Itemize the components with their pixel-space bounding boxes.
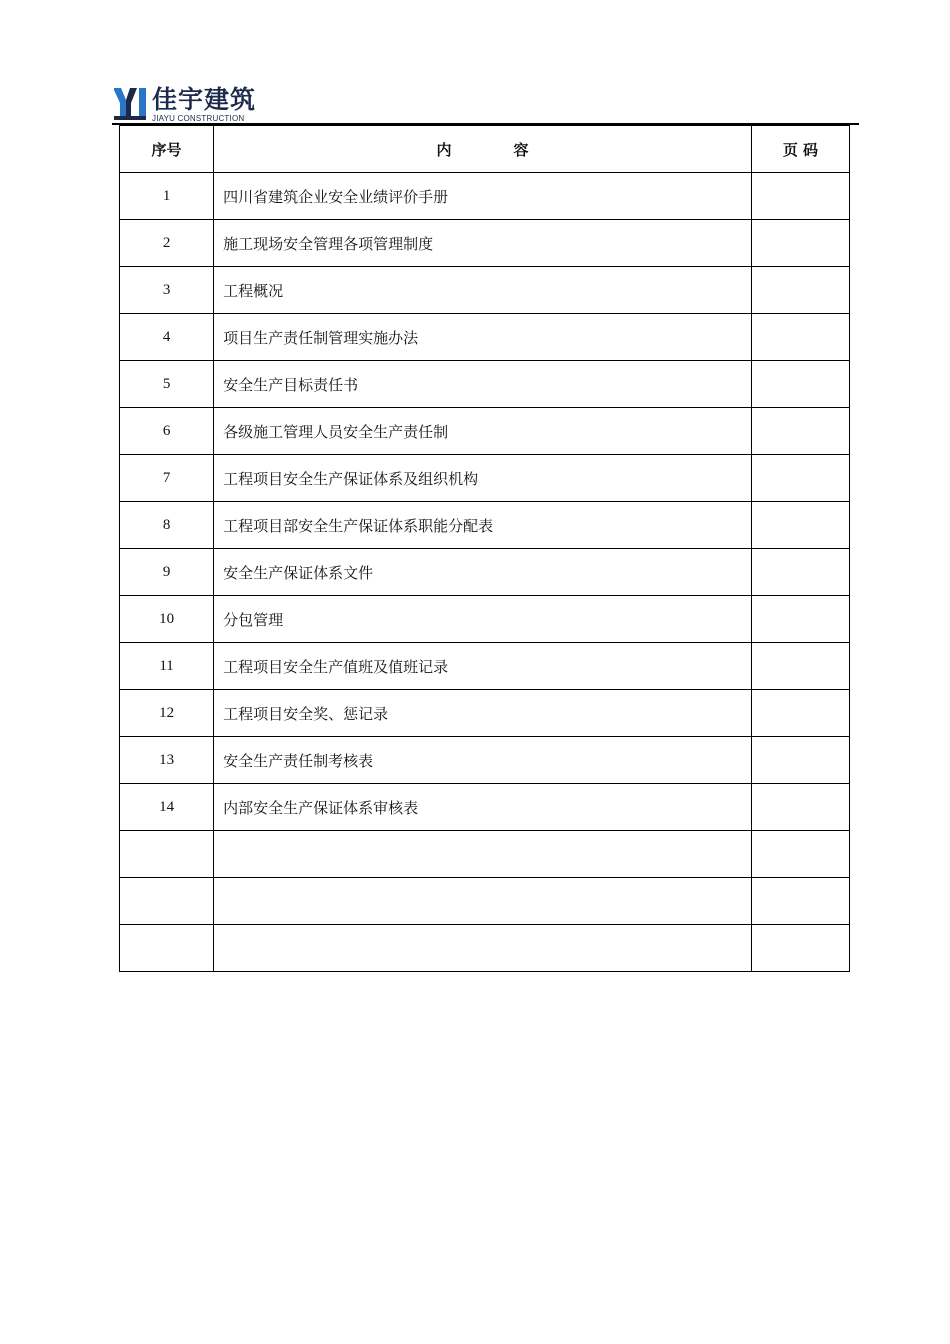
header-content-char-1: 内 — [436, 140, 452, 159]
row-page-number — [751, 831, 849, 878]
table-body — [120, 173, 850, 972]
row-page-number — [751, 267, 849, 314]
table-row — [120, 455, 850, 502]
row-content — [214, 831, 752, 878]
row-page-number — [751, 925, 849, 972]
logo-chinese-name: 佳宇建筑 — [152, 85, 257, 114]
table-row — [120, 173, 850, 220]
table-row — [120, 784, 850, 831]
row-serial-number: 14 — [120, 784, 214, 831]
table-row — [120, 643, 850, 690]
table-row — [120, 549, 850, 596]
row-page-number — [751, 596, 849, 643]
row-page-number — [751, 314, 849, 361]
table-row — [120, 831, 850, 878]
row-page-number — [751, 220, 849, 267]
row-serial-number: 7 — [120, 455, 214, 502]
company-logo — [112, 86, 256, 124]
row-page-number — [751, 643, 849, 690]
row-serial-number: 12 — [120, 690, 214, 737]
row-content: 工程项目部安全生产保证体系职能分配表 — [214, 502, 752, 549]
table-row — [120, 314, 850, 361]
table-row — [120, 690, 850, 737]
row-serial-number: 10 — [120, 596, 214, 643]
row-content: 安全生产责任制考核表 — [214, 737, 752, 784]
table-header-row — [120, 126, 850, 173]
row-page-number — [751, 549, 849, 596]
header-content-char-2: 容 — [513, 140, 529, 159]
row-content: 内部安全生产保证体系审核表 — [214, 784, 752, 831]
table-row — [120, 737, 850, 784]
row-serial-number: 6 — [120, 408, 214, 455]
row-serial-number: 8 — [120, 502, 214, 549]
row-content: 分包管理 — [214, 596, 752, 643]
table-row — [120, 596, 850, 643]
table-row — [120, 408, 850, 455]
table-row — [120, 878, 850, 925]
row-serial-number: 5 — [120, 361, 214, 408]
row-content: 项目生产责任制管理实施办法 — [214, 314, 752, 361]
row-content: 工程项目安全生产保证体系及组织机构 — [214, 455, 752, 502]
row-page-number — [751, 502, 849, 549]
row-content — [214, 925, 752, 972]
row-content: 工程项目安全奖、惩记录 — [214, 690, 752, 737]
row-content: 四川省建筑企业安全业绩评价手册 — [214, 173, 752, 220]
table-row — [120, 502, 850, 549]
row-serial-number — [120, 878, 214, 925]
row-serial-number: 1 — [120, 173, 214, 220]
row-page-number — [751, 173, 849, 220]
row-serial-number: 11 — [120, 643, 214, 690]
header-serial-number: 序号 — [120, 126, 214, 173]
table-row — [120, 267, 850, 314]
row-content — [214, 878, 752, 925]
row-serial-number: 3 — [120, 267, 214, 314]
table-row — [120, 361, 850, 408]
row-serial-number — [120, 925, 214, 972]
table-of-contents — [119, 125, 850, 972]
row-page-number — [751, 784, 849, 831]
row-content: 施工现场安全管理各项管理制度 — [214, 220, 752, 267]
row-page-number — [751, 455, 849, 502]
logo-english-name: JIAYU CONSTRUCTION — [152, 114, 245, 123]
row-page-number — [751, 408, 849, 455]
jiayu-logo-icon — [112, 86, 148, 122]
row-serial-number: 4 — [120, 314, 214, 361]
row-page-number — [751, 737, 849, 784]
header-page-number: 页 码 — [751, 126, 849, 173]
row-page-number — [751, 878, 849, 925]
row-content: 工程概况 — [214, 267, 752, 314]
row-content: 安全生产目标责任书 — [214, 361, 752, 408]
header-content — [214, 126, 752, 173]
row-serial-number: 13 — [120, 737, 214, 784]
row-serial-number: 2 — [120, 220, 214, 267]
table-row — [120, 220, 850, 267]
row-content: 各级施工管理人员安全生产责任制 — [214, 408, 752, 455]
row-serial-number: 9 — [120, 549, 214, 596]
table-row — [120, 925, 850, 972]
row-content: 安全生产保证体系文件 — [214, 549, 752, 596]
row-page-number — [751, 361, 849, 408]
row-page-number — [751, 690, 849, 737]
row-serial-number — [120, 831, 214, 878]
row-content: 工程项目安全生产值班及值班记录 — [214, 643, 752, 690]
